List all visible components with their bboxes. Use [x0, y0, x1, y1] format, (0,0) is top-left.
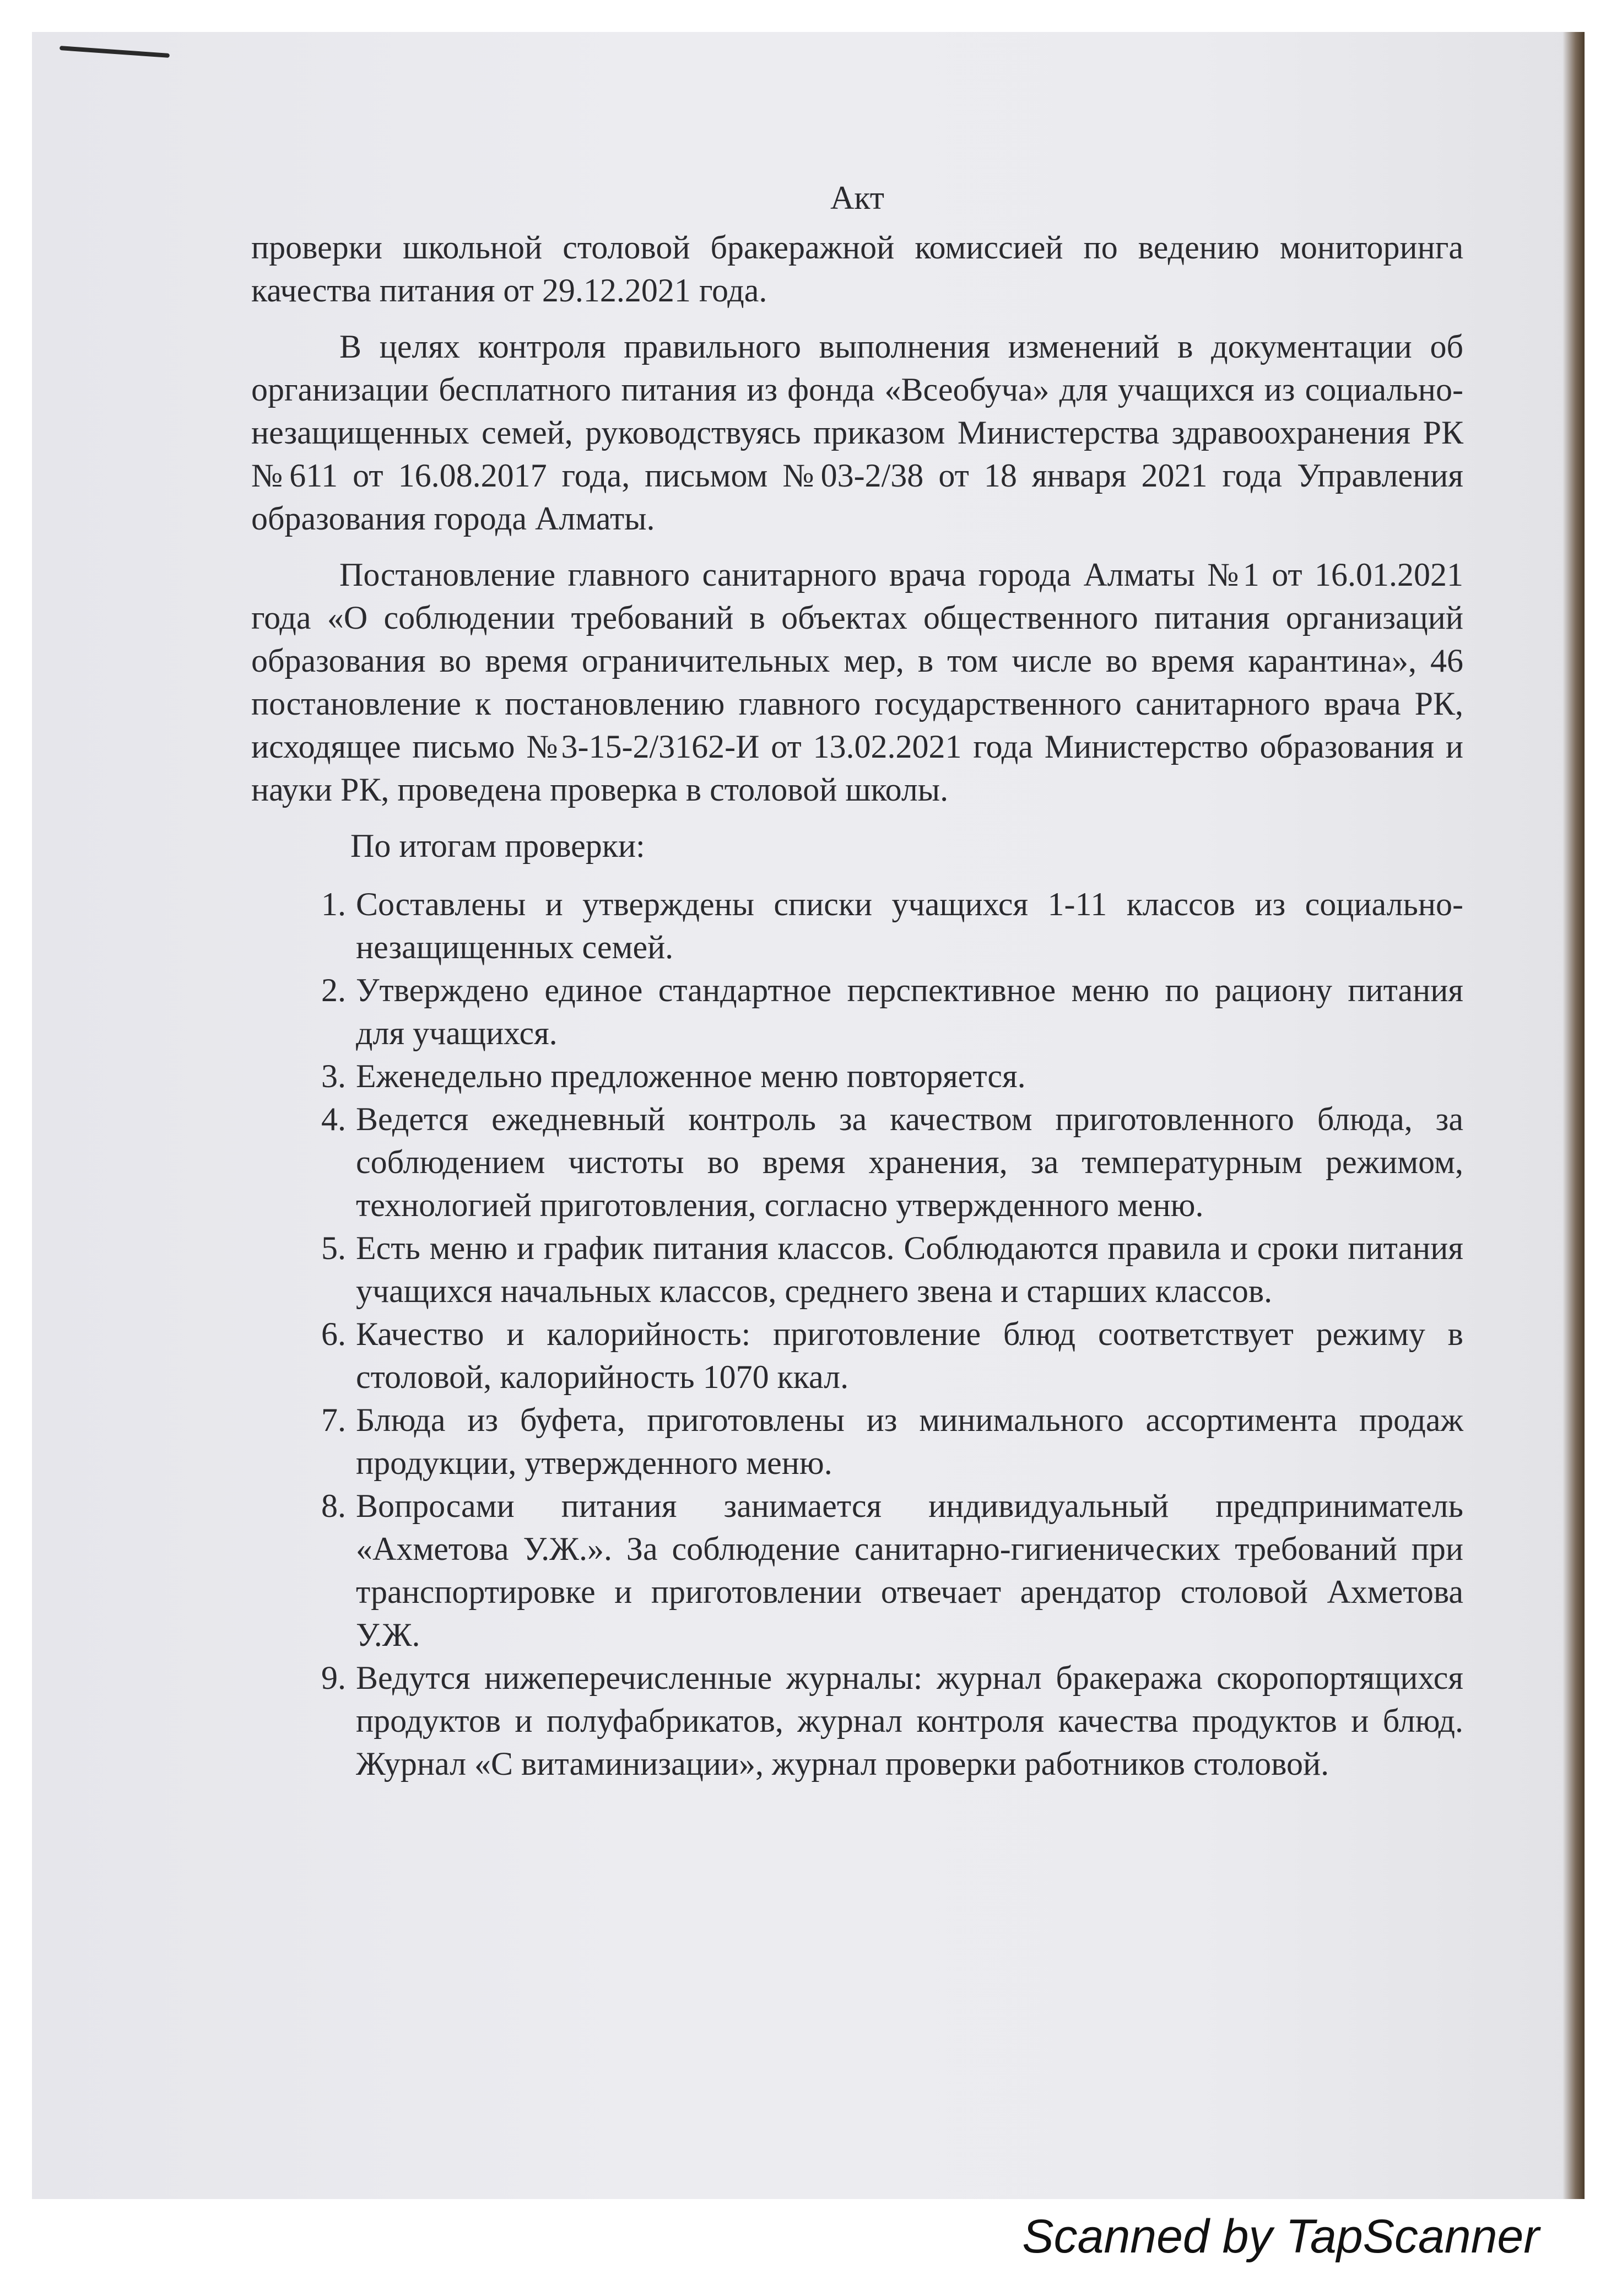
list-item: [251, 1312, 1463, 1398]
page-edge-shadow: [1562, 32, 1585, 2199]
list-item-text: Утверждено единое стандартное перспективное меню по рациону питания для учащихся.: [356, 972, 1463, 1051]
list-item-text: Ведется ежедневный контроль за качеством приготовленного блюда, за соблюдением чистоты во время хранения, за температурным режимом, технологией приготовления, согласно утвержденного меню.: [356, 1101, 1463, 1223]
list-item-text: Есть меню и график питания классов. Соблюдаются правила и сроки питания учащихся начальных классов, среднего звена и старших классов.: [356, 1230, 1463, 1309]
list-item: [251, 1098, 1463, 1227]
list-item-number: 9.: [321, 1660, 346, 1696]
scanner-watermark: Scanned by TapScanner: [1022, 2210, 1539, 2263]
list-item-number: 4.: [321, 1101, 346, 1137]
list-item-text: Ведутся нижеперечисленные журналы: журнал бракеража скоропортящихся продуктов и полуфабрикатов, журнал контроля качества продуктов и блюд. Журнал «С витаминизации», журнал проверки работников столовой.: [356, 1660, 1463, 1782]
paragraph: В целях контроля правильного выполнения изменений в документации об организации бесплатного питания из фонда «Всеобуча» для учащихся из социально-незащищенных семей, руководствуясь приказом Министерства здравоохранения РК №611 от 16.08.2017 года, письмом №03-2/38 от 18 января 2021 года Управления образования города Алматы.: [251, 328, 1463, 537]
list-item: [251, 1484, 1463, 1656]
list-item-text: Еженедельно предложенное меню повторяется.: [356, 1058, 1026, 1094]
list-item-text: Составлены и утверждены списки учащихся 1-11 классов из социально-незащищенных семей.: [356, 886, 1463, 965]
list-item-number: 7.: [321, 1402, 346, 1438]
document-title: Акт: [830, 180, 884, 216]
paragraph: Постановление главного санитарного врача города Алматы №1 от 16.01.2021 года «О соблюдении требований в объектах общественного питания организаций образования во время ограничительных мер, в том числе во время карантина», 46 постановление к постановлению главного государственного санитарного врача РК, исходящее письмо №3-15-2/3162-И от 13.02.2021 года Министерство образования и науки РК, проведена проверка в столовой школы.: [251, 557, 1463, 808]
document-body: [251, 176, 1463, 1785]
list-item-number: 5.: [321, 1230, 346, 1266]
list-item: [251, 1227, 1463, 1312]
results-heading: По итогам проверки:: [350, 828, 645, 864]
list-item-number: 8.: [321, 1488, 346, 1524]
list-item-text: Вопросами питания занимается индивидуальный предприниматель «Ахметова У.Ж.». За соблюдение санитарно-гигиенических требований при транспортировке и приготовлении отвечает арендатор столовой Ахметова У.Ж.: [356, 1488, 1463, 1653]
pen-mark: [60, 46, 170, 58]
list-item: [251, 1398, 1463, 1484]
list-item: [251, 1656, 1463, 1785]
list-item: [251, 969, 1463, 1055]
list-item-number: 3.: [321, 1058, 346, 1094]
list-item-text: Блюда из буфета, приготовлены из минимального ассортимента продаж продукции, утвержденного меню.: [356, 1402, 1463, 1481]
list-item: [251, 883, 1463, 969]
results-list: [251, 883, 1463, 1785]
list-item-number: 1.: [321, 886, 346, 922]
document-subtitle: проверки школьной столовой бракеражной комиссией по ведению мониторинга качества питания от 29.12.2021 года.: [251, 229, 1463, 309]
list-item-text: Качество и калорийность: приготовление блюд соответствует режиму в столовой, калорийность 1070 ккал.: [356, 1316, 1463, 1395]
list-item-number: 2.: [321, 972, 346, 1008]
list-item-number: 6.: [321, 1316, 346, 1352]
list-item: [251, 1055, 1463, 1098]
